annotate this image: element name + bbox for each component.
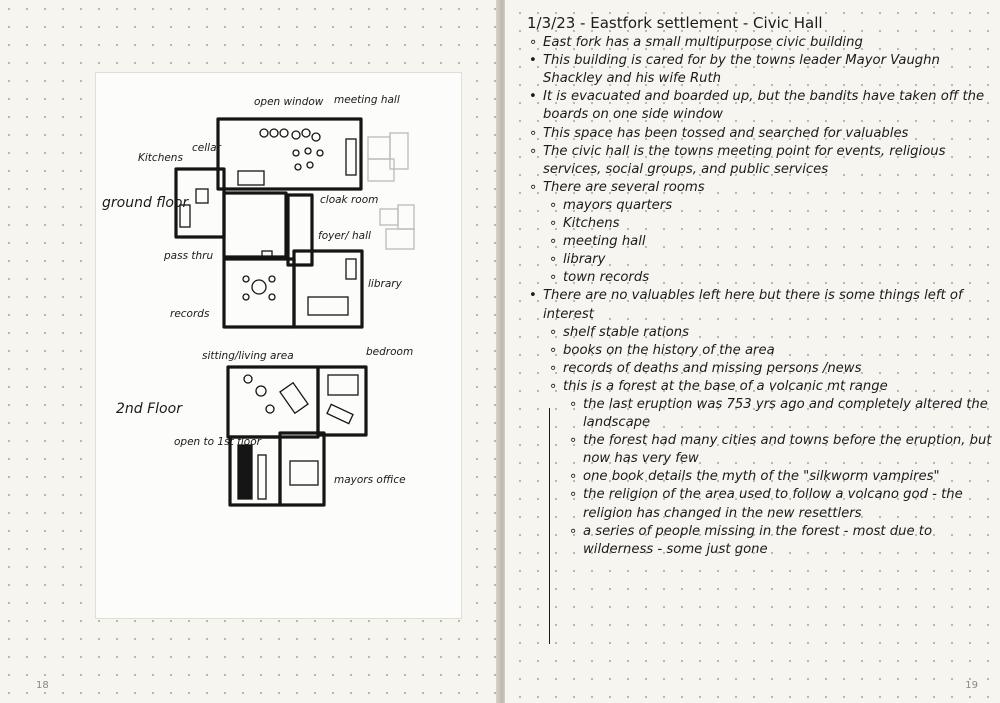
interest-item: ∘ this is a forest at the base of a volcanic mt range: [547, 378, 997, 396]
final-note-list: [527, 523, 997, 559]
label-foyer-hall: foyer/ hall: [318, 230, 371, 242]
main-notes-list: [527, 34, 997, 197]
page-number-right: 19: [965, 680, 978, 691]
label-mayors-office: mayors office: [334, 474, 406, 486]
bracket-line: [549, 408, 550, 644]
label-pass-thru: pass thru: [164, 250, 214, 262]
room-item: ∘ mayors quarters: [547, 197, 997, 215]
meeting-hall-room: [218, 119, 361, 189]
forest-detail-item: ∘ one book details the myth of the "silkworm vampires": [567, 468, 997, 486]
label-records: records: [170, 308, 210, 320]
room-item: ∘ Kitchens: [547, 215, 997, 233]
label-bedroom: bedroom: [366, 346, 414, 358]
note-item: ∘ The civic hall is the towns meeting point for events, religious services, social groups, and public services: [527, 143, 997, 179]
records-room: [224, 259, 294, 327]
interest-list: [527, 287, 997, 323]
bedroom-room: [318, 367, 366, 435]
room-item: ∘ town records: [547, 269, 997, 287]
forest-details-list: [527, 396, 997, 523]
label-ground-floor: ground floor: [102, 195, 189, 211]
note-item: ∘ This space has been tossed and searched for valuables: [527, 125, 997, 143]
note-item: ∘ East fork has a small multipurpose civic building: [527, 34, 997, 52]
label-kitchens: Kitchens: [138, 152, 183, 164]
label-library: library: [368, 278, 402, 290]
forest-detail-item: ∘ the last eruption was 753 yrs ago and completely altered the landscape: [567, 396, 997, 432]
interest-item: ∘ records of deaths and missing persons /news: [547, 360, 997, 378]
label-cloak-room: cloak room: [320, 194, 379, 206]
central-room: [224, 193, 286, 257]
label-cellar: cellar: [192, 142, 221, 154]
forest-detail-item: ∘ the religion of the area used to follow a volcano god - the religion has changed in the new resettlers: [567, 486, 997, 522]
note-item: • It is evacuated and boarded up, but the bandits have taken off the boards on one side window: [527, 88, 997, 124]
note-item: ∘ There are several rooms: [527, 179, 997, 197]
note-item: • This building is cared for by the towns leader Mayor Vaughn Shackley and his wife Ruth: [527, 52, 997, 88]
rooms-list: [527, 197, 997, 287]
notes-title: 1/3/23 - Eastfork settlement - Civic Hall: [527, 14, 823, 32]
label-open-window: open window: [254, 96, 324, 108]
label-sitting-living-area: sitting/living area: [202, 350, 294, 362]
room-item: ∘ meeting hall: [547, 233, 997, 251]
floor-plan-drawing: [96, 73, 461, 618]
interest-item: ∘ shelf stable rations: [547, 324, 997, 342]
interest-items-list: [527, 324, 997, 396]
sitting-area-room: [228, 367, 318, 437]
label-meeting-hall: meeting hall: [334, 94, 400, 106]
label-open-to-1st-floor: open to 1st floor: [174, 436, 261, 448]
interest-item: ∘ books on the history of the area: [547, 342, 997, 360]
forest-detail-item: ∘ the forest had many cities and towns before the eruption, but now has very few: [567, 432, 997, 468]
page-number-left: 18: [36, 680, 49, 691]
final-note-item: ∘ a series of people missing in the forest - most due to wilderness - some just gone: [567, 523, 997, 559]
floor-plan-card: [96, 73, 461, 618]
right-page: [505, 0, 1000, 703]
note-item: • There are no valuables left here but there is some things left of interest: [527, 287, 997, 323]
room-item: ∘ library: [547, 251, 997, 269]
handwritten-notes: [527, 14, 997, 559]
label-second-floor: 2nd Floor: [116, 401, 182, 417]
foyer-hall: [288, 195, 312, 265]
